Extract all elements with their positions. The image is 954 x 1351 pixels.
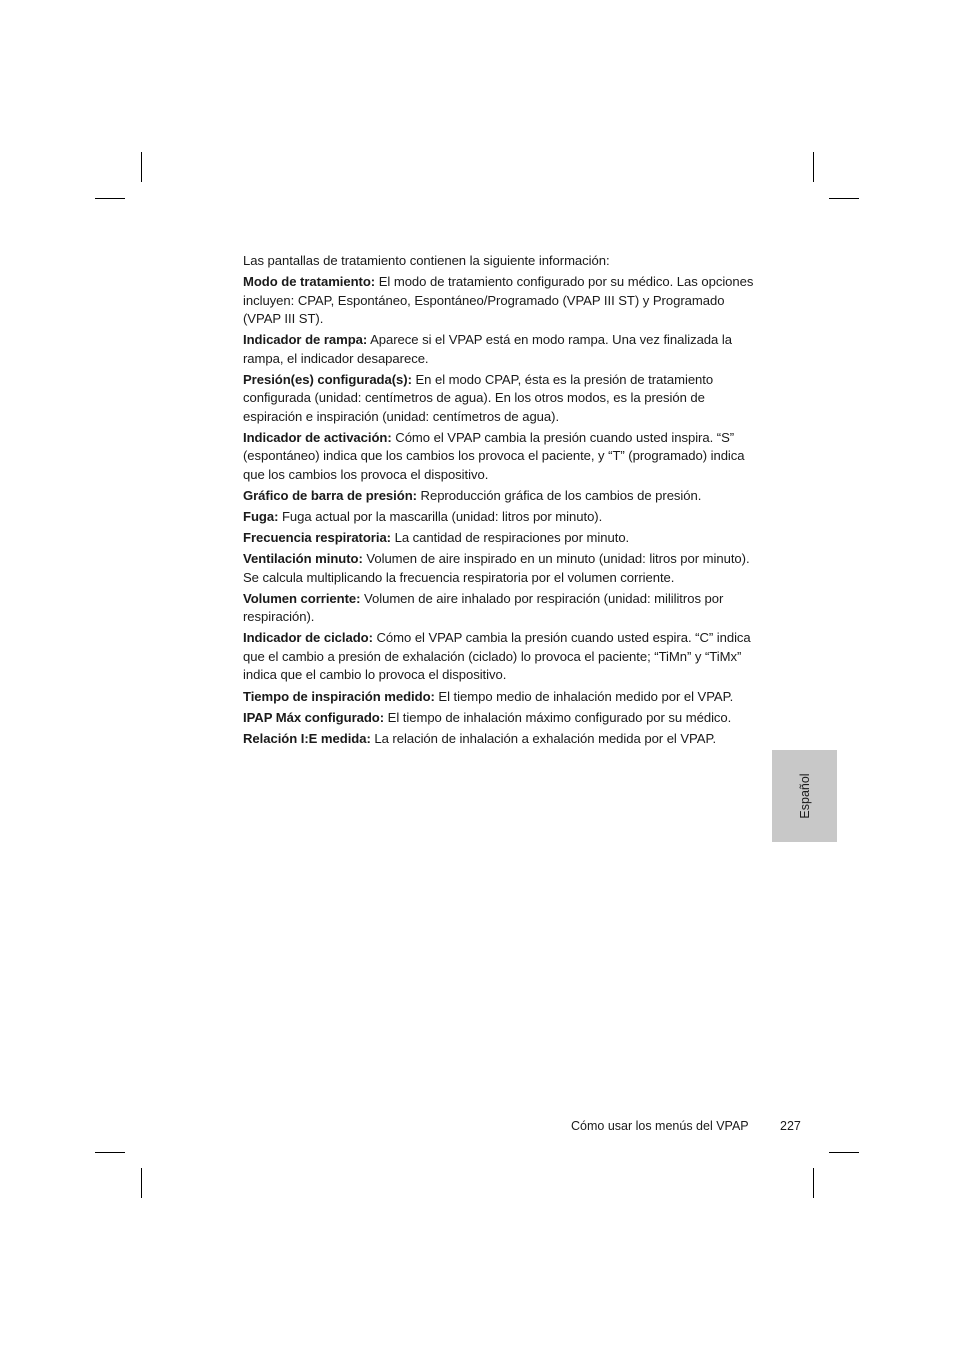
- crop-mark-top-right-horizontal: [829, 198, 859, 199]
- intro-text: Las pantallas de tratamiento contienen la siguiente información:: [243, 253, 610, 268]
- definition-text: Cómo el VPAP cambia la presión cuando usted inspira. “S” (espontáneo) indica que los cambios los provoca el paciente, y “T” (programado) indica que los cambios los provoca el dispositivo.: [243, 429, 745, 482]
- definition-term: Presión(es) configurada(s):: [243, 371, 412, 387]
- definition-term: Indicador de ciclado:: [243, 630, 373, 646]
- definition-item: [243, 331, 758, 368]
- definition-item: [243, 688, 758, 707]
- definition-item: [243, 371, 758, 427]
- definition-text: Volumen de aire inhalado por respiración (unidad: mililitros por respiración).: [243, 590, 724, 625]
- definition-term: Ventilación minuto:: [243, 551, 363, 567]
- crop-mark-top-right-vertical: [813, 152, 814, 182]
- definition-item: [243, 550, 758, 587]
- definition-text: El tiempo de inhalación máximo configurado por su médico.: [384, 709, 732, 725]
- crop-mark-bottom-right-horizontal: [829, 1152, 859, 1153]
- definition-item: [243, 529, 758, 548]
- definition-text: Aparece si el VPAP está en modo rampa. Una vez finalizada la rampa, el indicador desaparece.: [243, 332, 732, 366]
- language-tab: [772, 750, 837, 842]
- definition-item: [243, 429, 758, 485]
- definition-term: Volumen corriente:: [243, 590, 361, 606]
- definition-text: El modo de tratamiento configurado por su médico. Las opciones incluyen: CPAP, Espontáneo, Espontáneo/Programado (VPAP III ST) y Programado (VPAP III ST).: [243, 274, 754, 327]
- definition-term: Relación I:E medida:: [243, 730, 371, 746]
- definition-text: Volumen de aire inspirado en un minuto (unidad: litros por minuto). Se calcula multiplicando la frecuencia respiratoria por el volumen corriente.: [243, 551, 750, 585]
- definition-term: Indicador de rampa:: [243, 332, 368, 348]
- definition-text: La relación de inhalación a exhalación medida por el VPAP.: [370, 730, 717, 746]
- definition-item: [243, 730, 758, 749]
- definition-text: Cómo el VPAP cambia la presión cuando usted espira. “C” indica que el cambio a presión de exhalación (ciclado) lo provoca el paciente; “TiMn” y “TiMx” indica que el cambio lo provoca el dispositivo.: [243, 630, 751, 683]
- definition-text: Fuga actual por la mascarilla (unidad: litros por minuto).: [278, 509, 603, 525]
- crop-mark-top-left-horizontal: [95, 198, 125, 199]
- definition-text: En el modo CPAP, ésta es la presión de tratamiento configurada (unidad: centímetros de agua). En los otros modos, es la presión de espiración e inspiración (unidad: centímetros de agua).: [243, 371, 714, 424]
- definition-text: Reproducción gráfica de los cambios de presión.: [416, 487, 702, 503]
- footer-page-number: 227: [780, 1119, 801, 1133]
- definition-term: Frecuencia respiratoria:: [243, 530, 391, 546]
- definition-term: Fuga:: [243, 509, 279, 525]
- definition-item: [243, 487, 758, 506]
- definition-item: [243, 590, 758, 627]
- definition-text: El tiempo medio de inhalación medido por el VPAP.: [434, 688, 734, 704]
- definition-term: Gráfico de barra de presión:: [243, 487, 417, 503]
- definition-term: IPAP Máx configurado:: [243, 709, 385, 725]
- footer-section-title: Cómo usar los menús del VPAP: [571, 1119, 749, 1133]
- definition-item: [243, 508, 758, 527]
- crop-mark-bottom-left-horizontal: [95, 1152, 125, 1153]
- definition-text: La cantidad de respiraciones por minuto.: [391, 530, 630, 546]
- definition-term: Modo de tratamiento:: [243, 274, 376, 290]
- crop-mark-top-left-vertical: [141, 152, 142, 182]
- definition-term: Indicador de activación:: [243, 429, 392, 445]
- definition-item: [243, 629, 758, 685]
- definition-item: [243, 273, 758, 329]
- definition-item: [243, 709, 758, 728]
- definition-term: Tiempo de inspiración medido:: [243, 688, 435, 704]
- crop-mark-bottom-left-vertical: [141, 1168, 142, 1198]
- page-body: [243, 252, 758, 751]
- language-tab-label: Español: [797, 773, 812, 819]
- crop-mark-bottom-right-vertical: [813, 1168, 814, 1198]
